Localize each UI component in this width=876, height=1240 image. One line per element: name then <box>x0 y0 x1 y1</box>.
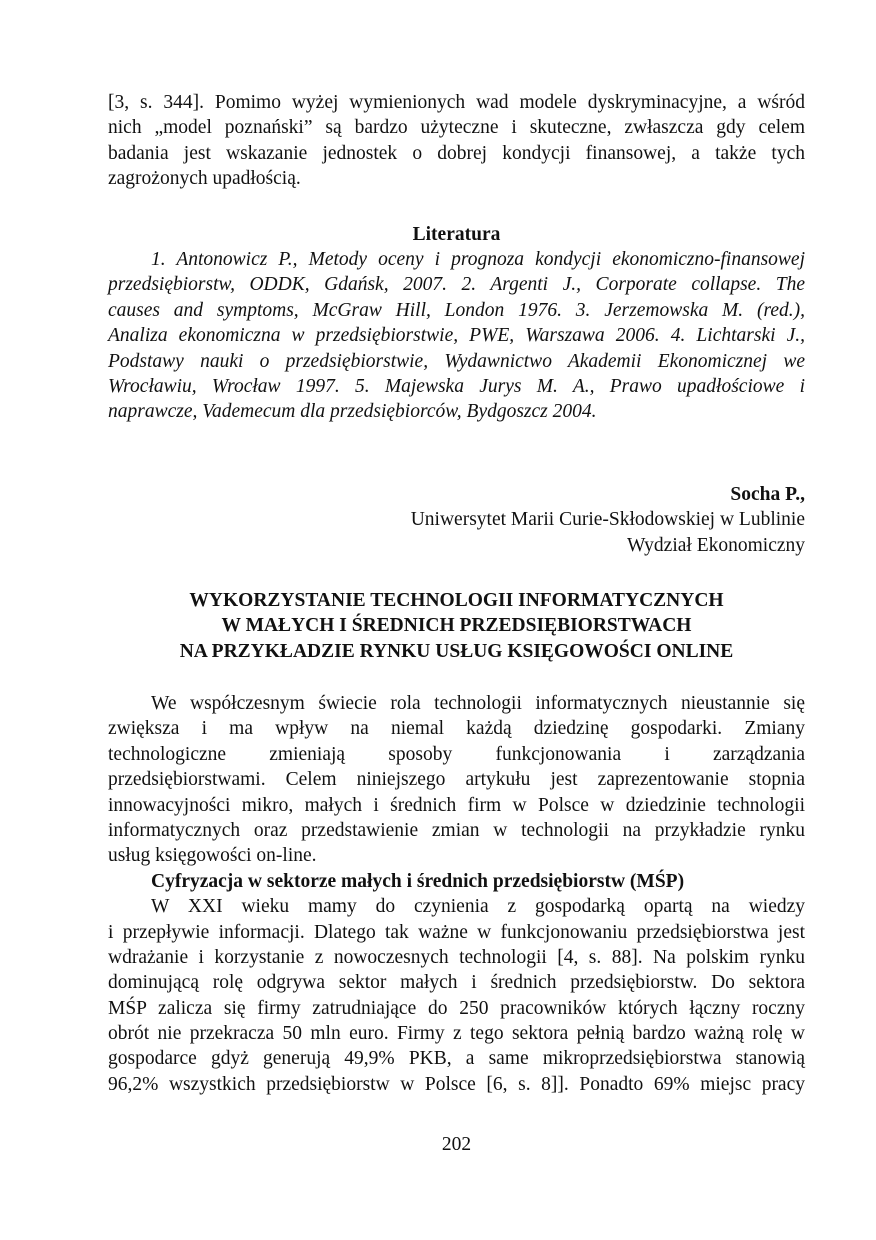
title-line: W MAŁYCH I ŚREDNICH PRZEDSIĘBIORSTWACH <box>221 615 692 637</box>
author-block <box>108 482 805 558</box>
text-line: 96,2% wszystkich przedsiębiorstw w Polsce [6, s. 8]]. Ponadto 69% miejsc pracy <box>108 1073 805 1095</box>
reference-line: Wrocławiu, Wrocław 1997. 5. Majewska Jurys M. A., Prawo upadłościowe i <box>108 375 805 397</box>
text-line: innowacyjności mikro, małych i średnich firm w Polsce w dziedzinie technologii <box>108 794 805 816</box>
reference-line: causes and symptoms, McGraw Hill, London 1976. 3. Jerzemowska M. (red.), <box>108 299 805 321</box>
text-line: i przepływie informacji. Dlatego tak ważne w funkcjonowaniu przedsiębiorstwa jest <box>108 921 805 943</box>
text-line: dominującą rolę odgrywa sektor małych i średnich przedsiębiorstw. Do sektora <box>108 972 805 994</box>
text-line: W XXI wieku mamy do czynienia z gospodarką opartą na wiedzy <box>151 896 805 918</box>
literature-heading: Literatura <box>412 224 501 245</box>
text-line: [3, s. 344]. Pomimo wyżej wymienionych wad modele dyskryminacyjne, a wśród <box>108 92 805 113</box>
abstract-paragraph <box>108 691 805 1097</box>
reference-line: 1. Antonowicz P., Metody oceny i prognoza kondycji ekonomiczno-finansowej <box>151 249 805 270</box>
text-line: technologiczne zmieniają sposoby funkcjonowania i zarządzania <box>108 743 805 765</box>
reference-line: naprawcze, Vademecum dla przedsiębiorców, Bydgoszcz 2004. <box>108 401 597 423</box>
text-line: usług księgowości on-line. <box>108 845 317 867</box>
text-line: obrót nie przekracza 50 mln euro. Firmy z tego sektora pełnią bardzo ważną rolę w <box>108 1023 805 1045</box>
reference-line: przedsiębiorstw, ODDK, Gdańsk, 2007. 2. Argenti J., Corporate collapse. The <box>108 274 805 296</box>
text-line: badania jest wskazanie jednostek o dobrej kondycji finansowej, a także tych <box>108 142 805 164</box>
author-university: Uniwersytet Marii Curie-Skłodowskiej w Lublinie <box>410 509 805 531</box>
title-line: NA PRZYKŁADZIE RYNKU USŁUG KSIĘGOWOŚCI ONLINE <box>179 640 734 662</box>
text-line: wdrażanie i korzystanie z nowoczesnych technologii [4, s. 88]. Na polskim rynku <box>108 946 805 968</box>
text-line: informatycznych oraz przedstawienie zmian w technologii na przykładzie rynku <box>108 819 805 841</box>
title-line: WYKORZYSTANIE TECHNOLOGII INFORMATYCZNYCH <box>189 590 724 611</box>
text-line: We współczesnym świecie rola technologii informatycznych nieustannie się <box>151 693 805 714</box>
section-heading: Cyfryzacja w sektorze małych i średnich przedsiębiorstw (MŚP) <box>151 870 685 892</box>
text-line: MŚP zalicza się firmy zatrudniające do 250 pracowników których łączny roczny <box>108 997 805 1019</box>
intro-paragraph <box>108 90 805 192</box>
article-title <box>108 588 805 664</box>
reference-line: Analiza ekonomiczna w przedsiębiorstwie, PWE, Warszawa 2006. 4. Lichtarski J., <box>108 325 805 347</box>
text-line: nich „model poznański” są bardzo użyteczne i skuteczne, zwłaszcza gdy celem <box>108 117 805 139</box>
page-number: 202 <box>441 1134 472 1155</box>
author-name: Socha P., <box>730 484 805 505</box>
text-line: zwiększa i ma wpływ na niemal każdą dziedzinę gospodarki. Zmiany <box>108 718 805 740</box>
author-faculty: Wydział Ekonomiczny <box>626 534 805 556</box>
text-line: przedsiębiorstwami. Celem niniejszego artykułu jest zaprezentowanie stopnia <box>108 769 805 791</box>
literature-list <box>108 247 805 425</box>
reference-line: Podstawy nauki o przedsiębiorstwie, Wydawnictwo Akademii Ekonomicznej we <box>108 350 805 372</box>
text-line: zagrożonych upadłością. <box>108 168 301 190</box>
text-line: gospodarce gdyż generują 49,9% PKB, a same mikroprzedsiębiorstwa stanowią <box>108 1048 805 1070</box>
